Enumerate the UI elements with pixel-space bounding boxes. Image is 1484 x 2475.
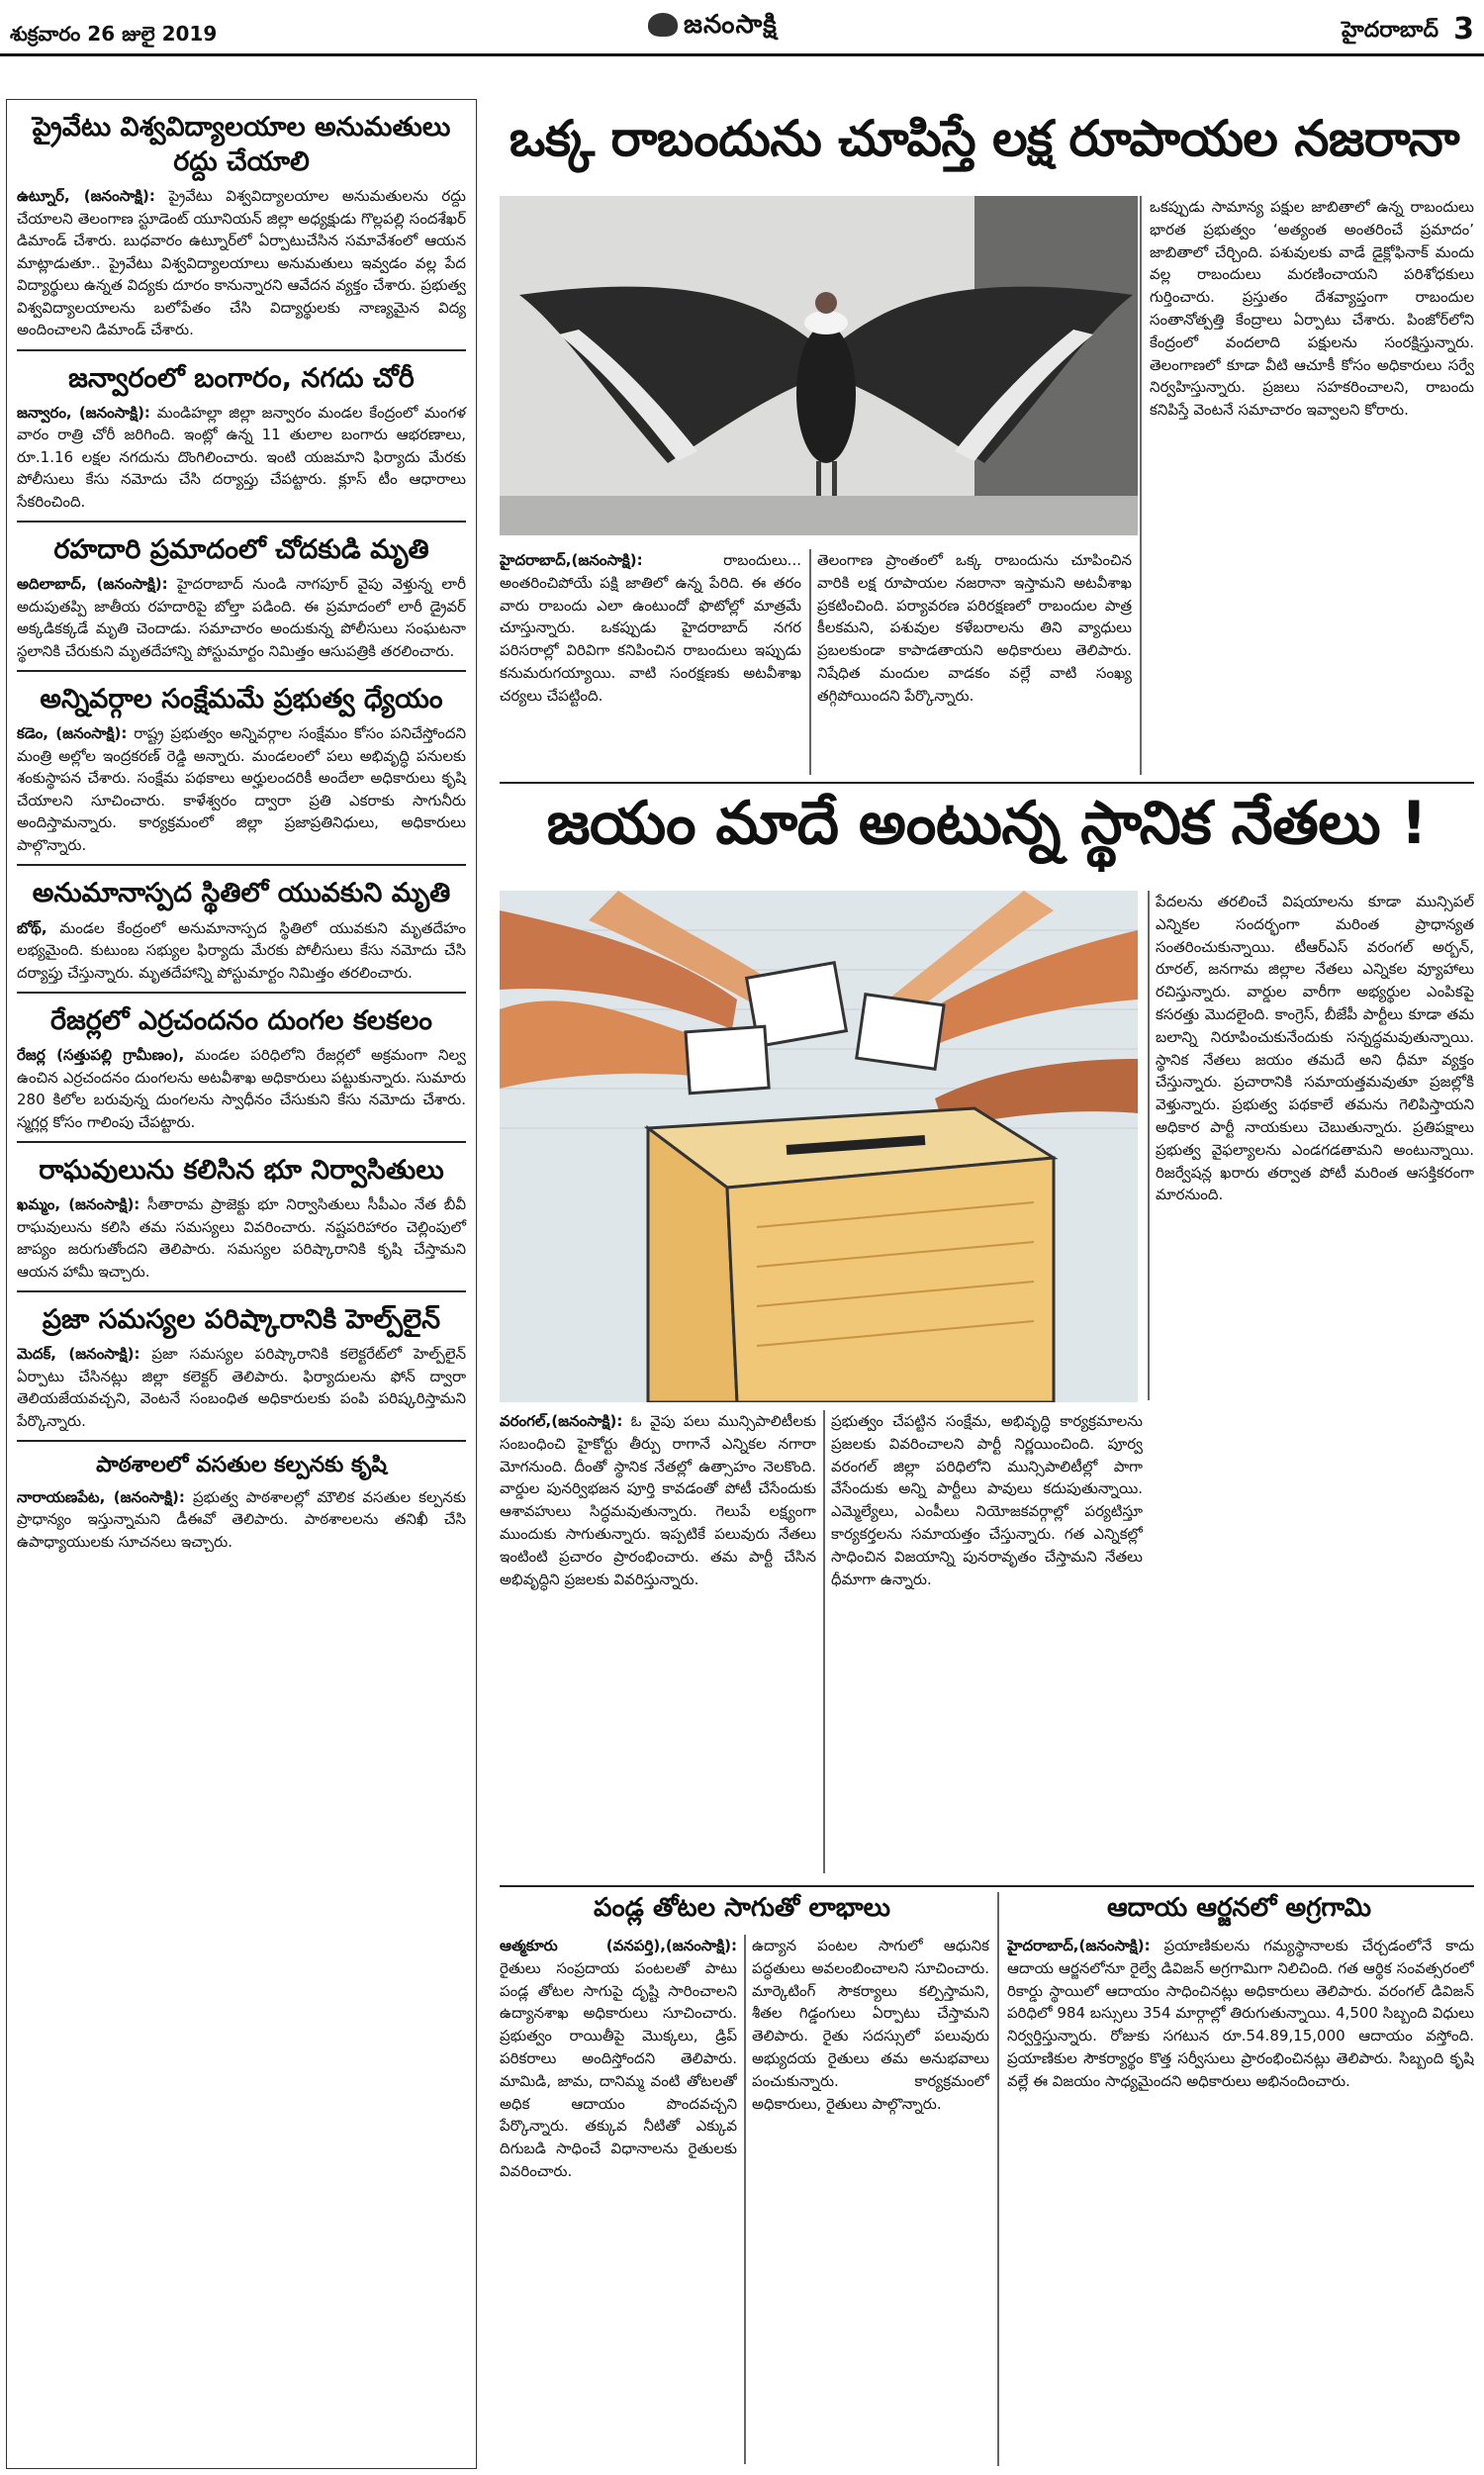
left-story [17,1452,466,1553]
story-body [17,402,466,514]
story-text: ప్రజా సమస్యల పరిష్కారానికి కలెక్టరేట్‌లో హెల్ప్‌లైన్ ఏర్పాటు చేసినట్లు జిల్లా కలెక్టర్ తెలిపారు. ఫిర్యాదులను ఫోన్ ద్వారా తెలియజేయవచ్చని, వెంటనే సంబంధిత అధికారులకు పంపి పరిష్కరిస్తామని పేర్కొన్నారు. [17,1345,466,1430]
lead-headline: ఒక్క రాబందును చూపిస్తే లక్ష రూపాయల నజరానా [509,110,1460,167]
left-story [17,876,466,984]
story-body [17,1486,466,1554]
story-text: పేదలను తరలించే విషయాలను కూడా మున్సిపల్ ఎన్నికల సందర్భంగా మరింత ప్రాధాన్యత సంతరించుకున్నాయి. టీఆర్ఎస్ వరంగల్ అర్బన్, రూరల్, జనగామ జిల్లాల నేతలు ఎన్నికల వ్యూహాలు రచిస్తున్నారు. వార్డుల వారీగా అభ్యర్థుల ఎంపికపై కసరత్తు మొదలైంది. కాంగ్రెస్, బీజేపీ పార్టీలు కూడా తమ బలాన్ని నిరూపించుకునేందుకు సన్నద్ధమవుతున్నాయి. స్థానిక నేతలు జయం తమదే అని ధీమా వ్యక్తం చేస్తున్నారు. ప్రచారానికి సమాయత్తమవుతూ ప్రజల్లోకి వెళ్తున్నారు. ప్రభుత్వ పథకాలే తమను గెలిపిస్తాయని అధికార పార్టీ నాయకులు చెబుతున్నారు. ప్రతిపక్షాలు ప్రభుత్వ వైఫల్యాలను ఎండగడతామని అంటున్నాయి. రిజర్వేషన్ల ఖరారు తర్వాత పోటీ మరింత ఆసక్తికరంగా మారనుంది. [1156,893,1474,1204]
left-story [17,1302,466,1432]
masthead [0,0,1484,57]
divider [17,1290,466,1292]
garden-col-1 [500,1935,737,2469]
section-divider [500,782,1474,784]
story-text: ఉద్యాన పంటల సాగులో ఆధునిక పద్ధతులు అవలంబించాలని సూచించారు. మార్కెటింగ్ సౌకర్యాలు కల్పిస్తామని, శీతల గిడ్డంగులు ఏర్పాటు చేస్తామని తెలిపారు. రైతు సదస్సులో పలువురు అభ్యుదయ రైతులు తమ అనుభవాలు పంచుకున్నారు. కార్యక్రమంలో అధికారులు, రైతులు పాల్గొన్నారు. [752,1937,989,2113]
column-rule [997,1892,999,2466]
vulture-icon [500,196,1138,535]
garden-col-2 [752,1935,989,2469]
column-rule [809,549,811,775]
story-headline: రాఘవులును కలిసిన భూ నిర్వాసితులు [39,1155,444,1187]
section-divider [500,1885,1474,1887]
dateline: ఆత్మకూరు (వనపర్తి),(జనంసాక్షి): [500,1937,737,1954]
page-number: 3 [1453,12,1474,47]
leaders-col-2 [831,1410,1143,1875]
story-body [17,722,466,856]
left-story [17,532,466,662]
story-text: తెలంగాణ ప్రాంతంలో ఒక్క రాబందును చూపించిన వారికి లక్ష రూపాయల నజరానా ఇస్తామని అటవీశాఖ ప్రకటించింది. పర్యావరణ పరిరక్షణలో రాబందుల పాత్ర కీలకమని, పశువుల కళేబరాలను తిని వ్యాధులు ప్రబలకుండా కాపాడతాయని అధికారులు తెలిపారు. నిషేధిత మందుల వాడకం వల్లే వాటి సంఖ్య తగ్గిపోయిందని పేర్కొన్నారు. [817,551,1132,705]
story-headline: అన్నివర్గాల సంక్షేమమే ప్రభుత్వ ధ్యేయం [40,684,443,715]
story-text: రాబందులు... అంతరించిపోయే పక్షి జాతిలో ఉన్న పేరిది. ఈ తరం వారు రాబందు ఎలా ఉంటుందో ఫొటోల్లో మాత్రమే చూస్తున్నారు. ఒకప్పుడు హైదరాబాద్ నగర పరిసరాల్లో విరివిగా కనిపించిన రాబందులు ఇప్పుడు కనుమరుగయ్యాయి. వాటి సంరక్షణకు అటవీశాఖ చర్యలు చేపట్టింది. [500,551,801,705]
logo-icon [648,13,678,37]
logo-text: జనంసాక్షి [684,10,778,40]
divider [17,349,466,351]
story-body [17,1193,466,1283]
edition-city: హైదరాబాద్ [1342,18,1438,43]
dateline: ఉట్నూర్, (జనంసాక్షి): [17,187,155,206]
divider [17,1440,466,1442]
story-text: మండల పరిధిలోని రేజర్లలో అక్రమంగా నిల్వ ఉంచిన ఎర్రచందనం దుంగలను అటవీశాఖ అధికారులు పట్టుకున్నారు. సుమారు 280 కిలోల బరువున్న దుంగలను స్వాధీనం చేసుకుని కేసు నమోదు చేశారు. స్మగ్లర్ల కోసం గాలింపు చేపట్టారు. [17,1046,467,1131]
dateline: జన్వారం, (జనంసాక్షి): [17,403,150,422]
story-body [500,1935,737,2183]
left-story [17,1153,466,1283]
second-headline: జయం మాదే అంటున్న స్థానిక నేతలు ! [546,789,1428,858]
divider [17,864,466,866]
story-body [500,1410,816,1590]
story-text: ఓ వైపు పలు మున్సిపాలిటీలకు సంబంధించి హైకోర్టు తీర్పు రాగానే ఎన్నికల నగారా మోగనుంది. దీంతో స్థానిక నేతల్లో ఉత్సాహం నెలకొంది. వార్డుల పునర్విభజన పూర్తి కావడంతో పోటీ చేసేందుకు ఆశావహులు సిద్ధమవుతున్నారు. గెలుపే లక్ష్యంగా ముందుకు సాగుతున్నారు. ఇప్పటికే పలువురు నేతలు ఇంటింటి ప్రచారం ప్రారంభించారు. తమ పార్టీ చేసిన అభివృద్ధిని ప్రజలకు వివరిస్తున్నారు. [500,1412,816,1588]
dateline: రేజర్ల (సత్తుపల్లి గ్రామీణం), [17,1046,185,1065]
left-story [17,1003,466,1133]
newspaper-logo [648,10,778,46]
story-text: ఒకప్పుడు సామాన్య పక్షుల జాబితాలో ఉన్న రాబందులు భారత ప్రభుత్వం ‘అత్యంత అంతరించే ప్రమాదం’ జాబితాలో చేర్చింది. పశువులకు వాడే డైక్లోఫినాక్ మందు వల్ల రాబందులు మరణించాయని పరిశోధకులు గుర్తించారు. ప్రస్తుతం దేశవ్యాప్తంగా రాబందుల సంతానోత్పత్తి కేంద్రాలు ఏర్పాటు చేశారు. పింజోర్‌లోని కేంద్రంలో వందలాది పక్షులను సంరక్షిస్తున్నారు. తెలంగాణలో కూడా వీటి ఆచూకీ కోసం అధికారులు సర్వే నిర్వహిస్తున్నారు. ప్రజలు సహకరించాలని, రాబందు కనిపిస్తే వెంటనే సమాచారం ఇవ్వాలని కోరారు. [1150,198,1474,420]
story-headline: ప్రైవేటు విశ్వవిద్యాలయాల అనుమతులు రద్దు చేయాలి [32,112,451,178]
dateline: అదిలాబాద్, (జనంసాక్షి): [17,575,168,594]
revenue-headline: ఆదాయ ఆర్జనలో అగ్రగామి [1106,1893,1372,1923]
left-story [17,110,466,341]
left-story [17,682,466,856]
story-body [17,573,466,662]
dateline: ఖమ్మం, (జనంసాక్షి): [17,1195,140,1214]
story-headline: రేజర్లలో ఎర్రచందనం దుంగల కలకలం [49,1005,432,1037]
divider [17,992,466,994]
story-text: రైతులు సంప్రదాయ పంటలతో పాటు పండ్ల తోటల సాగుపై దృష్టి సారించాలని ఉద్యానశాఖ అధికారులు సూచించారు. ప్రభుత్వం రాయితీపై మొక్కలు, డ్రిప్ పరికరాలు అందిస్తోందని తెలిపారు. మామిడి, జామ, దానిమ్మ వంటి తోటలతో అధిక ఆదాయం పొందవచ్చని పేర్కొన్నారు. తక్కువ నీటితో ఎక్కువ దిగుబడి సాధించే విధానాలను రైతులకు వివరించారు. [500,1958,737,2180]
leaders-col-1 [500,1410,816,1875]
story-text: రాష్ట్ర ప్రభుత్వం అన్నివర్గాల సంక్షేమం కోసం పనిచేస్తోందని మంత్రి అల్లోల ఇంద్రకరణ్ రెడ్డి అన్నారు. మండలంలో పలు అభివృద్ధి పనులకు శంకుస్థాపన చేశారు. సంక్షేమ పథకాలు అర్హులందరికీ అందేలా అధికారులు కృషి చేయాలని సూచించారు. కాళేశ్వరం ద్వారా ప్రతి ఎకరాకు సాగునీరు అందిస్తామన్నారు. కార్యక్రమంలో జిల్లా ప్రజాప్రతినిధులు, అధికారులు పాల్గొన్నారు. [17,724,466,854]
divider [17,1141,466,1143]
garden-headline: పండ్ల తోటల సాగుతో లాభాలు [594,1893,890,1923]
dateline: మెదక్, (జనంసాక్షి): [17,1345,140,1364]
story-body [500,549,801,708]
issue-date: శుక్రవారం 26 జులై 2019 [10,22,218,46]
column-rule [1140,196,1142,775]
story-headline: రహదారి ప్రమాదంలో చోదకుడి మృతి [53,534,429,566]
vulture-photo [500,196,1138,535]
story-body [17,1343,466,1432]
dateline: నారాయణపేట, (జనంసాక్షి): [17,1487,185,1506]
column-rule [823,1410,825,1873]
story-body [17,917,466,985]
story-text: ప్రైవేటు విశ్వవిద్యాలయాల అనుమతులను రద్దు చేయాలని తెలంగాణ స్టూడెంట్ యూనియన్ జిల్లా అధ్యక్షుడు గొల్లపల్లి సందశేఖర్ డిమాండ్ చేశారు. బుధవారం ఉట్నూర్‌లో ఏర్పాటుచేసిన సమావేశంలో ఆయన మాట్లాడుతూ.. ప్రైవేటు విశ్వవిద్యాలయాలు అనుమతులు ఇవ్వడం వల్ల పేద విద్యార్థులు ఉన్నత విద్యకు దూరం కానున్నారని ఆవేదన వ్యక్తం చేశారు. ప్రభుత్వ విశ్వవిద్యాలయాలను బలోపేతం చేసి విద్యార్థులకు నాణ్యమైన విద్య అందించాలని డిమాండ్ చేశారు. [17,187,466,339]
revenue-body [1007,1935,1474,2469]
dateline: వరంగల్,(జనంసాక్షి): [500,1412,623,1430]
condor-col-1 [500,549,801,777]
divider [17,670,466,672]
dateline: హైదరాబాద్,(జనంసాక్షి): [1007,1937,1151,1954]
ballot-box-icon [500,891,1138,1402]
story-body [17,1044,466,1133]
story-headline: అనుమానాస్పద స్థితిలో యువకుని మృతి [32,878,451,909]
story-text: ప్రభుత్వ పాఠశాలల్లో మౌలిక వసతుల కల్పనకు ప్రాధాన్యం ఇస్తున్నామని డీఈవో తెలిపారు. పాఠశాలలను తనిఖీ చేసి ఉపాధ్యాయులకు సూచనలు ఇచ్చారు. [17,1487,466,1551]
masthead-rule [0,53,1484,56]
left-column [6,99,477,2469]
dateline: కడెం, (జనంసాక్షి): [17,724,128,743]
column-rule [744,1935,746,2464]
story-text: మండల కేంద్రంలో అనుమానాస్పద స్థితిలో యువకుని మృతదేహం లభ్యమైంది. కుటుంబ సభ్యుల ఫిర్యాదు మేరకు పోలీసులు కేసు నమోదు చేసి దర్యాప్తు చేస్తున్నారు. మృతదేహాన్ని పోస్టుమార్టం నిమిత్తం తరలించారు. [17,918,466,982]
story-headline: ప్రజా సమస్యల పరిష్కారానికి హెల్ప్‌లైన్ [42,1304,441,1336]
leaders-col-3 [1156,891,1474,1890]
story-body [1007,1935,1474,2093]
condor-col-2 [817,549,1132,777]
story-text: హైదరాబాద్ నుండి నాగపూర్ వైపు వెళ్తున్న లారీ అదుపుతప్పి జాతీయ రహదారిపై బోల్తా పడింది. ఈ ప్రమాదంలో లారీ డ్రైవర్ అక్కడికక్కడే మృతి చెందాడు. సమాచారం అందుకున్న పోలీసులు సంఘటనా స్థలానికి చేరుకుని మృతదేహాన్ని పోస్టుమార్టం నిమిత్తం ఆసుపత్రికి తరలించారు. [17,575,466,660]
dateline: హైదరాబాద్,(జనంసాక్షి): [500,551,643,569]
condor-col-3 [1150,196,1474,776]
ballot-box-illustration [500,891,1138,1402]
dateline: బోథ్, [17,918,47,937]
story-text: ప్రభుత్వం చేపట్టిన సంక్షేమ, అభివృద్ధి కార్యక్రమాలను ప్రజలకు వివరించాలని పార్టీ నిర్ణయించింది. పూర్వ వరంగల్ జిల్లా పరిధిలోని మున్సిపాలిటీల్లో పాగా వేసేందుకు అన్ని పార్టీలు పావులు కదుపుతున్నాయి. ఎమ్మెల్యేలు, ఎంపీలు నియోజకవర్గాల్లో పర్యటిస్తూ కార్యకర్తలను సమాయత్తం చేస్తున్నారు. గత ఎన్నికల్లో సాధించిన విజయాన్ని పునరావృతం చేస్తామని నేతలు ధీమాగా ఉన్నారు. [831,1412,1143,1588]
story-text: సీతారామ ప్రాజెక్టు భూ నిర్వాసితులు సీపీఎం నేత బీవీ రాఘవులును కలిసి తమ సమస్యలు వివరించారు. నష్టపరిహారం చెల్లింపులో జాప్యం జరుగుతోందని తెలిపారు. సమస్యల పరిష్కారానికి కృషి చేస్తామని ఆయన హామీ ఇచ్చారు. [17,1195,466,1281]
story-headline: పాఠశాలలో వసతుల కల్పనకు కృషి [96,1453,387,1478]
story-text: ప్రయాణికులను గమ్యస్థానాలకు చేర్చడంలోనే కాదు ఆదాయ ఆర్జనలోనూ రైల్వే డివిజన్ అగ్రగామిగా నిలిచింది. గత ఆర్థిక సంవత్సరంలో రికార్డు స్థాయిలో ఆదాయం సాధించినట్లు అధికారులు తెలిపారు. వరంగల్ డివిజన్ పరిధిలో 984 బస్సులు 354 మార్గాల్లో తిరుగుతున్నాయి. 4,500 సిబ్బంది విధులు నిర్వర్తిస్తున్నారు. రోజుకు సగటున రూ.54.89,15,000 ఆదాయం వస్తోంది. ప్రయాణికుల సౌకర్యార్థం కొత్త సర్వీసులు ప్రారంభించినట్లు తెలిపారు. సిబ్బంది కృషి వల్లే ఈ విజయం సాధ్యమైందని అధికారులు అభినందించారు. [1007,1937,1474,2090]
story-text: మండిహల్లా జిల్లా జన్వారం మండల కేంద్రంలో మంగళ వారం రాత్రి చోరీ జరిగింది. ఇంట్లో ఉన్న 11 తులాల బంగారు ఆభరణాలు, రూ.1.16 లక్షల నగదును దొంగిలించారు. ఇంటి యజమాని ఫిర్యాదు మేరకు పోలీసులు కేసు నమోదు చేసి దర్యాప్తు చేపట్టారు. క్లూస్ టీం ఆధారాలు సేకరించింది. [17,403,466,511]
left-story [17,361,466,514]
story-body [17,185,466,341]
divider [17,521,466,523]
story-headline: జన్వారంలో బంగారం, నగదు చోరీ [68,362,415,394]
column-rule [1148,891,1150,1400]
